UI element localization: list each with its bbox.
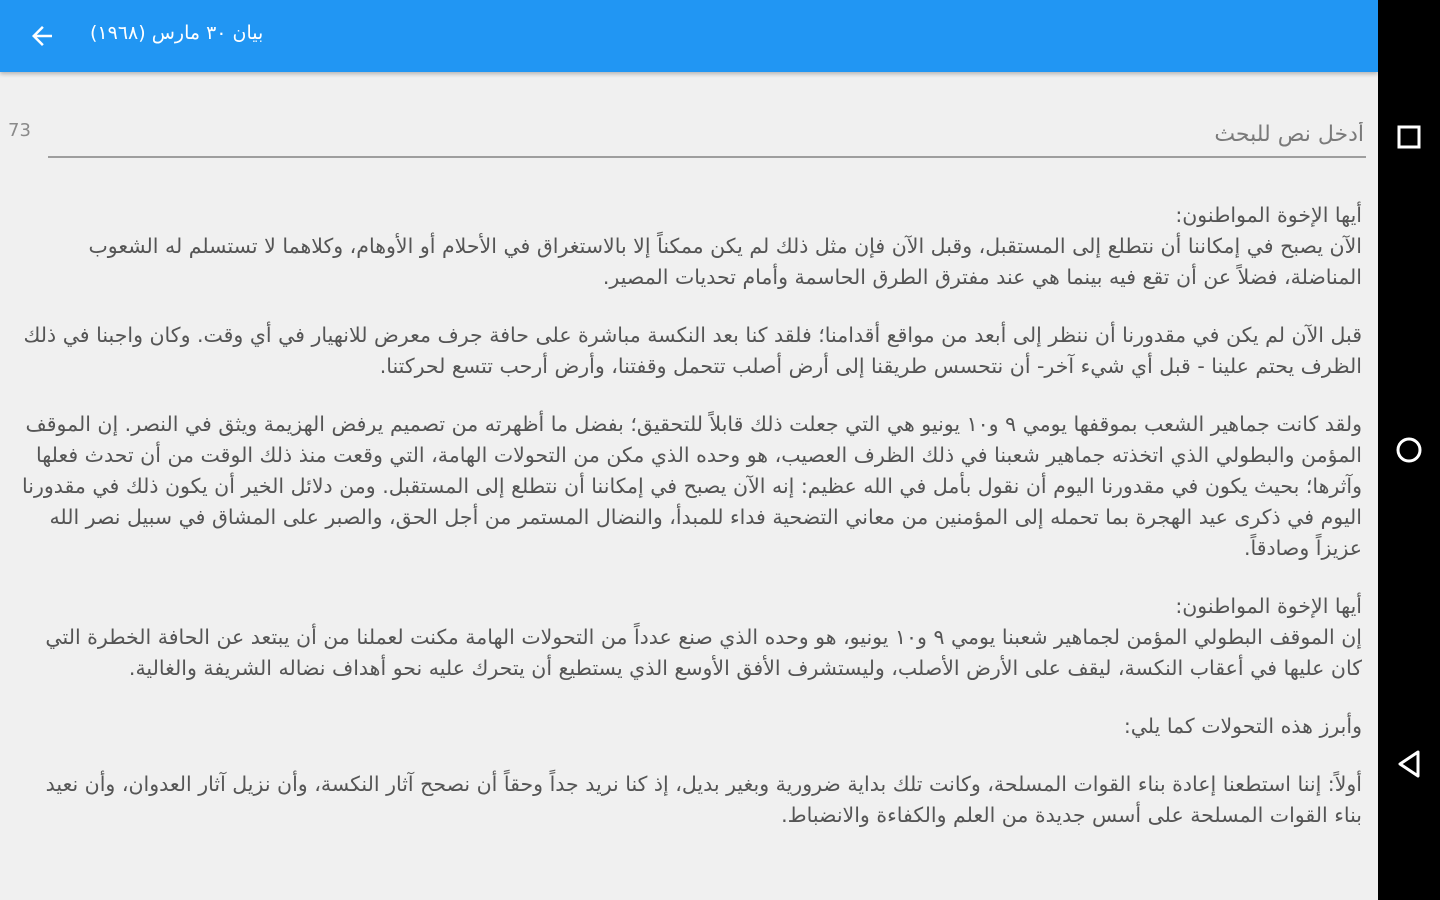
back-button[interactable] bbox=[18, 12, 66, 60]
triangle-back-icon bbox=[1394, 749, 1424, 779]
paragraph: قبل الآن لم يكن في مقدورنا أن ننظر إلى أبعد من مواقع أقدامنا؛ فلقد كنا بعد النكسة مباشرة على حافة جرف معرض للانهيار في أي وقت. وكان واجبنا في ذلك الظرف يحتم علينا - قبل أي شيء آخر- أن نتحسس طريقنا إلى أرض أصلب تتحمل وقفتنا، وأرض أرحب تتسع لحركتنا. bbox=[17, 323, 1362, 378]
square-recents-icon bbox=[1396, 124, 1422, 150]
home-button[interactable] bbox=[1385, 426, 1433, 474]
paragraph: أيها الإخوة المواطنون: إن الموقف البطولي المؤمن لجماهير شعبنا يومي ٩ و١٠ يونيو، هو وحده الذي صنع عدداً من التحولات الهامة مكنت لعملنا من أن يبتعد عن الحافة الخطرة التي كان عليها في أعقاب النكسة، ليقف على الأرض الأصلب، وليستشرف الأفق الأوسع الذي يستطيع أن يتحرك عليه نحو أهداف نضاله الشريفة والغالية. bbox=[45, 594, 1362, 680]
page-title: بيان ٣٠ مارس (١٩٦٨) bbox=[90, 22, 264, 44]
system-back-button[interactable] bbox=[1385, 740, 1433, 788]
match-count: 73 bbox=[8, 120, 31, 141]
app-bar bbox=[0, 0, 1378, 72]
search-input[interactable] bbox=[48, 112, 1366, 158]
paragraph: أيها الإخوة المواطنون: الآن يصبح في إمكاننا أن نتطلع إلى المستقبل، وقبل الآن فإن مثل ذلك لم يكن ممكناً إلا بالاستغراق في الأحلام أو الأوهام، وكلاهما لا تستسلم له الشعوب المناضلة، فضلاً عن أن تقع فيه بينما هي عند مفترق الطرق الحاسمة وأمام تحديات المصير. bbox=[88, 203, 1362, 289]
paragraph: أولاً: إننا استطعنا إعادة بناء القوات المسلحة، وكانت تلك بداية ضرورية وبغير بديل، إذ كنا نريد جداً وحقاً أن نصحح آثار النكسة، وأن نزيل آثار العدوان، وأن نعيد بناء القوات المسلحة على أسس جديدة من العلم والكفاءة والانضباط. bbox=[39, 772, 1362, 827]
system-nav-bar bbox=[1378, 0, 1440, 900]
recents-button[interactable] bbox=[1385, 113, 1433, 161]
circle-home-icon bbox=[1394, 435, 1424, 465]
arrow-back-icon bbox=[27, 21, 57, 51]
speech-text bbox=[14, 200, 1362, 860]
paragraph: وأبرز هذه التحولات كما يلي: bbox=[1123, 714, 1362, 738]
paragraph: ولقد كانت جماهير الشعب بموقفها يومي ٩ و١٠ يونيو هي التي جعلت ذلك قابلاً للتحقيق؛ بفضل ما أظهرته من تصميم يرفض الهزيمة ويثق في النصر. إن الموقف المؤمن والبطولي الذي اتخذته جماهير شعبنا في ذلك الظرف العصيب، هو وحده الذي مكن من التحولات الهامة، التي وقعت منذ ذلك الوقت من أن تحدث فعلها وآثرها؛ بحيث يكون في مقدورنا اليوم أن نقول بأمل في الله عظيم: إنه الآن يصبح في إمكاننا أن نتطلع إلى المستقبل. ومن دلائل الخير أن يكون ذلك في مقدورنا اليوم في ذكرى عيد الهجرة بما تحمله إلى المؤمنين من معاني التضحية فداء للمبدأ، والنضال المستمر من أجل الحق، والصبر على المشاق في سبيل نصر الله عزيزاً وصادقاً. bbox=[15, 412, 1362, 560]
